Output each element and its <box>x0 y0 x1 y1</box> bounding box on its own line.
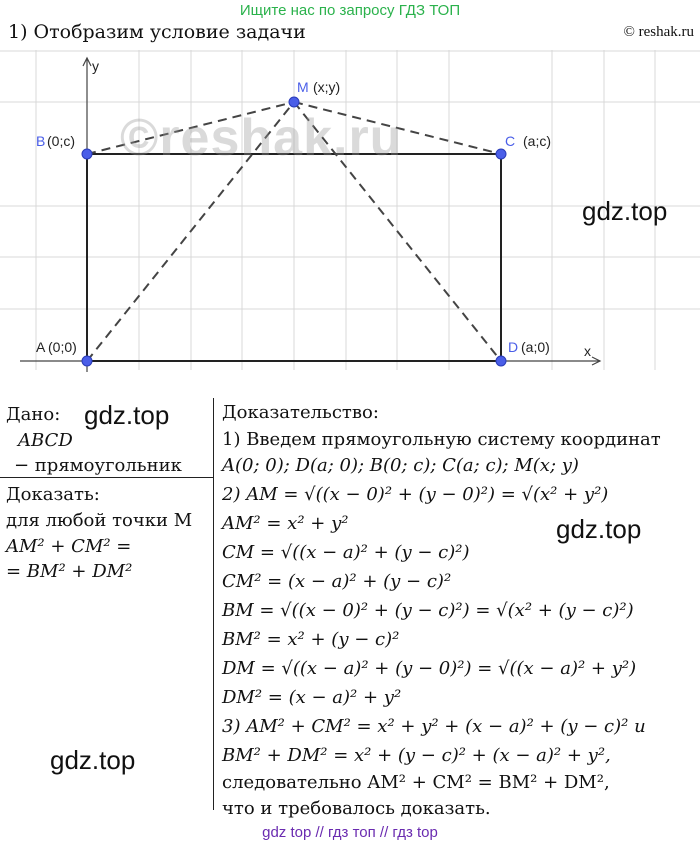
prove-title: Доказать: <box>6 484 100 505</box>
label-d: D <box>508 339 519 355</box>
top-banner: Ищите нас по запросу ГДЗ ТОП <box>239 2 461 19</box>
bottom-links: gdz top // гдз топ // гдз top <box>262 824 438 841</box>
proof-step-3d: что и требовалось доказать. <box>222 798 491 819</box>
point-b <box>82 149 92 159</box>
task-heading: 1) Отобразим условие задачи <box>8 21 306 43</box>
given-title: Дано: <box>6 404 61 425</box>
proof-step-1: 1) Введем прямоугольную систему координат <box>222 429 661 450</box>
label-d-coords: (a;0) <box>521 339 550 355</box>
label-m-coords: (x;y) <box>313 79 341 95</box>
proof-bm2: BM² = x² + (y − c)² <box>222 629 400 650</box>
point-c <box>496 149 506 159</box>
gdz-watermark-4: gdz.top <box>556 514 642 544</box>
given-figure-desc: − прямоугольник <box>14 455 182 476</box>
point-d <box>496 356 506 366</box>
label-a: A <box>36 339 46 355</box>
gdz-watermark-1: gdz.top <box>582 196 668 226</box>
proof-bm: BM = √((x − 0)² + (y − c)²) = √(x² + (y − c)²) <box>222 600 634 621</box>
label-c-coords: (a;c) <box>523 133 551 149</box>
gdz-watermark-3: gdz.top <box>50 745 136 775</box>
label-m: M <box>297 79 309 95</box>
proof-am: 2) AM = √((x − 0)² + (y − 0)²) = √(x² + y²) <box>222 484 609 505</box>
label-b-coords: (0;c) <box>47 133 75 149</box>
proof-dm2: DM² = (x − a)² + y² <box>222 687 402 708</box>
proof-cm: CM = √((x − a)² + (y − c)²) <box>222 542 470 563</box>
vertical-divider <box>213 398 214 810</box>
gdz-watermark-2: gdz.top <box>84 400 170 430</box>
proof-cm2: CM² = (x − a)² + (y − c)² <box>222 571 452 592</box>
reshak-watermark: ©reshak.ru <box>120 109 403 167</box>
proof-coords: A(0; 0); D(a; 0); B(0; c); C(a; c); M(x; y) <box>222 455 579 476</box>
proof-step-3c: следовательно AM² + CM² = BM² + DM², <box>222 772 610 793</box>
prove-line-1: для любой точки M <box>6 510 193 531</box>
prove-line-2: AM² + CM² = <box>6 536 132 557</box>
point-a <box>82 356 92 366</box>
prove-line-3: = BM² + DM² <box>6 561 133 582</box>
proof-step-3a: 3) AM² + CM² = x² + y² + (x − a)² + (y − c)² и <box>222 716 646 737</box>
proof-am2: AM² = x² + y² <box>222 513 349 534</box>
point-m <box>289 97 299 107</box>
copyright-notice: © reshak.ru <box>623 24 694 40</box>
proof-step-3b: BM² + DM² = x² + (y − c)² + (x − a)² + y², <box>222 745 611 766</box>
given-figure: ABCD <box>18 430 73 451</box>
axis-x-label: x <box>584 343 591 359</box>
label-b: B <box>36 133 46 149</box>
horizontal-divider <box>0 477 213 478</box>
label-a-coords: (0;0) <box>48 339 77 355</box>
proof-dm: DM = √((x − a)² + (y − 0)²) = √((x − a)² + y²) <box>222 658 637 679</box>
axis-y-label: y <box>92 58 99 74</box>
label-c: C <box>505 133 516 149</box>
proof-title: Доказательство: <box>222 402 379 423</box>
